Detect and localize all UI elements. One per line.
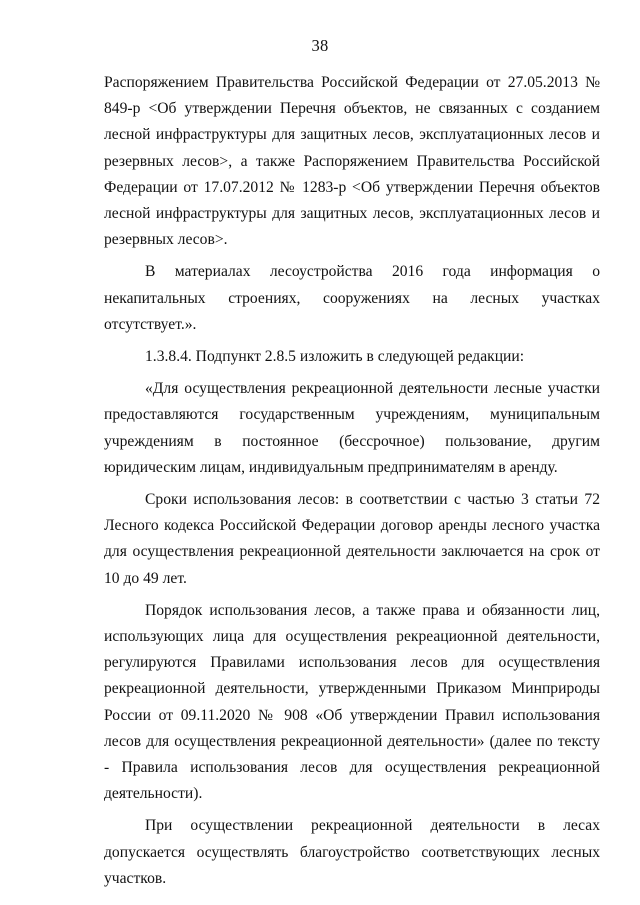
paragraph-2: В материалах лесоустройства 2016 года информация о некапитальных строениях, сооружениях на лесных участках отсутствует.». — [104, 263, 600, 333]
paragraph-7: При осуществлении рекреационной деятельности в лесах допускается осуществлять благоустройство соответствующих лесных участков. — [104, 817, 600, 887]
paragraph-1: Распоряжением Правительства Российской Федерации от 27.05.2013 № 849-р <Об утверждении Перечня объектов, не связанных с созданием лесной инфраструктуры для защитных лесов, эксплуатационных лесов и резервных лесов>, а также Распоряжением Правительства Российской Федерации от 17.07.2012 № 1283-р <Об утверждении Перечня объектов лесной инфраструктуры для защитных лесов, эксплуатационных лесов и резервных лесов>. — [104, 74, 600, 249]
paragraph-5: Сроки использования лесов: в соответствии с частью 3 статьи 72 Лесного кодекса Российской Федерации договор аренды лесного участка для осуществления рекреационной деятельности заключается на срок от 10 до 49 лет. — [104, 491, 600, 587]
paragraph-3: 1.3.8.4. Подпункт 2.8.5 изложить в следующей редакции: — [145, 348, 525, 366]
document-body — [104, 70, 600, 892]
page-number: 38 — [311, 36, 329, 55]
paragraph-4: «Для осуществления рекреационной деятельности лесные участки предоставляются государственным учреждениям, муниципальным учреждениям в постоянное (бессрочное) пользование, другим юридическим лицам, индивидуальным предпринимателям в аренду. — [104, 380, 600, 476]
paragraph-6: Порядок использования лесов, а также права и обязанности лиц, использующих лица для осуществления рекреационной деятельности, регулируются Правилами использования лесов для осуществления рекреационной деятельности, утвержденными Приказом Минприроды России от 09.11.2020 № 908 «Об утверждении Правил использования лесов для осуществления рекреационной деятельности» (далее по тексту - Правила использования лесов для осуществления рекреационной деятельности). — [104, 601, 600, 803]
